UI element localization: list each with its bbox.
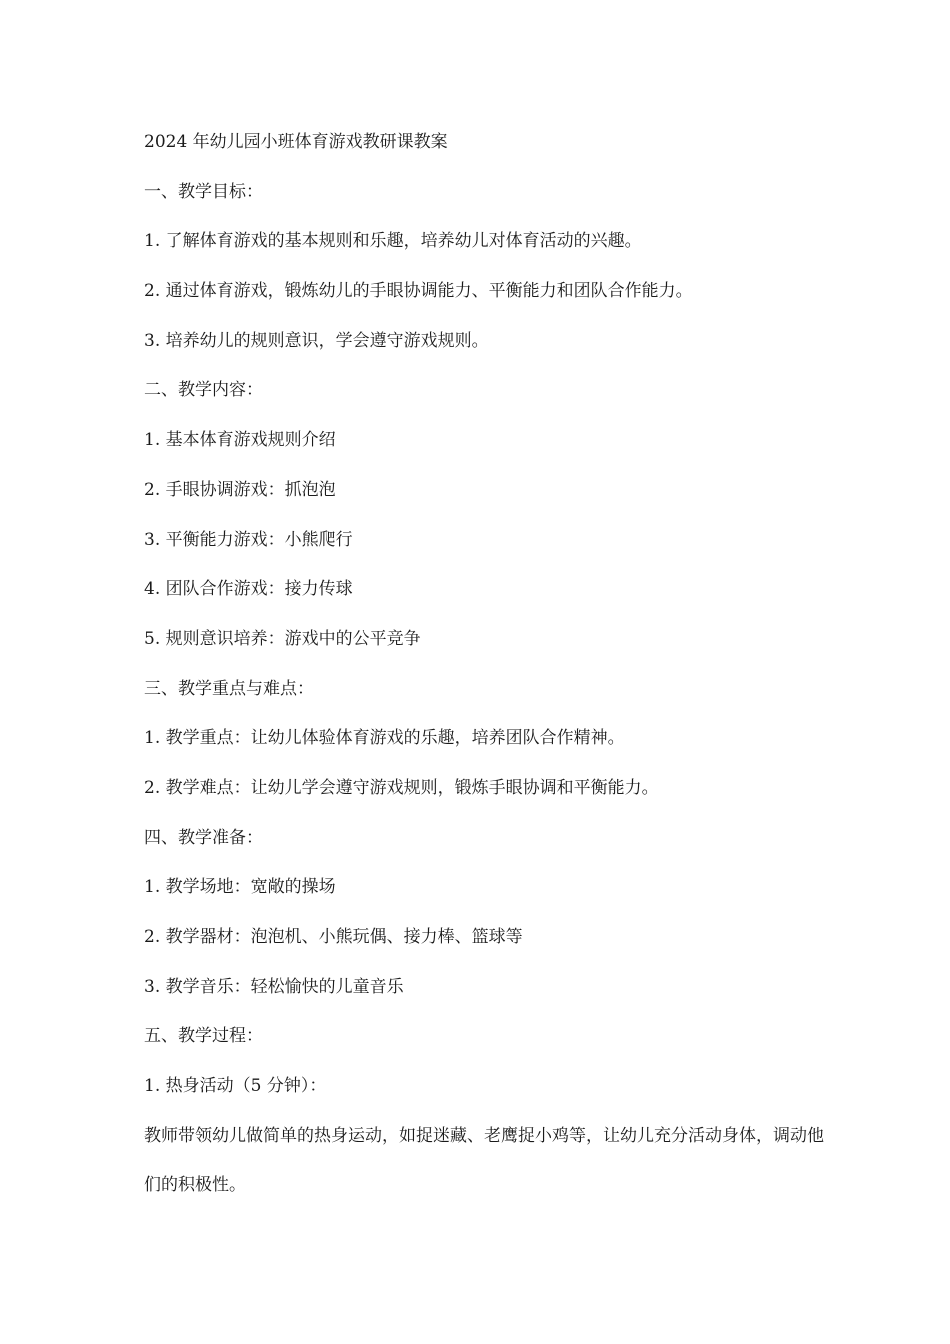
document-title: 2024 年幼儿园小班体育游戏教研课教案 <box>144 132 448 152</box>
objective-item: 3. 培养幼儿的规则意识，学会遵守游戏规则。 <box>144 330 489 351</box>
section-heading-content: 二、教学内容： <box>144 380 263 401</box>
content-item: 5. 规则意识培养：游戏中的公平竞争 <box>144 628 421 649</box>
process-paragraph: 教师带领幼儿做简单的热身运动，如捉迷藏、老鹰捉小鸡等，让幼儿充分活动身体，调动他们的积极性。 <box>144 1125 824 1196</box>
section-heading-process: 五、教学过程： <box>144 1026 263 1047</box>
document-body <box>144 118 824 1211</box>
content-item: 4. 团队合作游戏：接力传球 <box>144 579 353 600</box>
content-item: 3. 平衡能力游戏：小熊爬行 <box>144 529 353 550</box>
process-item: 1. 热身活动（5 分钟）： <box>144 1076 327 1097</box>
preparation-item: 2. 教学器材：泡泡机、小熊玩偶、接力棒、篮球等 <box>144 927 523 947</box>
key-point-item: 1. 教学重点：让幼儿体验体育游戏的乐趣，培养团队合作精神。 <box>144 728 625 749</box>
content-item: 2. 手眼协调游戏：抓泡泡 <box>144 479 336 500</box>
section-heading-preparation: 四、教学准备： <box>144 827 263 848</box>
objective-item: 2. 通过体育游戏，锻炼幼儿的手眼协调能力、平衡能力和团队合作能力。 <box>144 281 693 302</box>
preparation-item: 1. 教学场地：宽敞的操场 <box>144 877 336 898</box>
section-heading-key-points: 三、教学重点与难点： <box>144 678 314 699</box>
content-item: 1. 基本体育游戏规则介绍 <box>144 430 336 451</box>
key-point-item: 2. 教学难点：让幼儿学会遵守游戏规则，锻炼手眼协调和平衡能力。 <box>144 777 659 798</box>
section-heading-objectives: 一、教学目标： <box>144 181 263 202</box>
preparation-item: 3. 教学音乐：轻松愉快的儿童音乐 <box>144 976 404 997</box>
objective-item: 1. 了解体育游戏的基本规则和乐趣，培养幼儿对体育活动的兴趣。 <box>144 231 642 252</box>
